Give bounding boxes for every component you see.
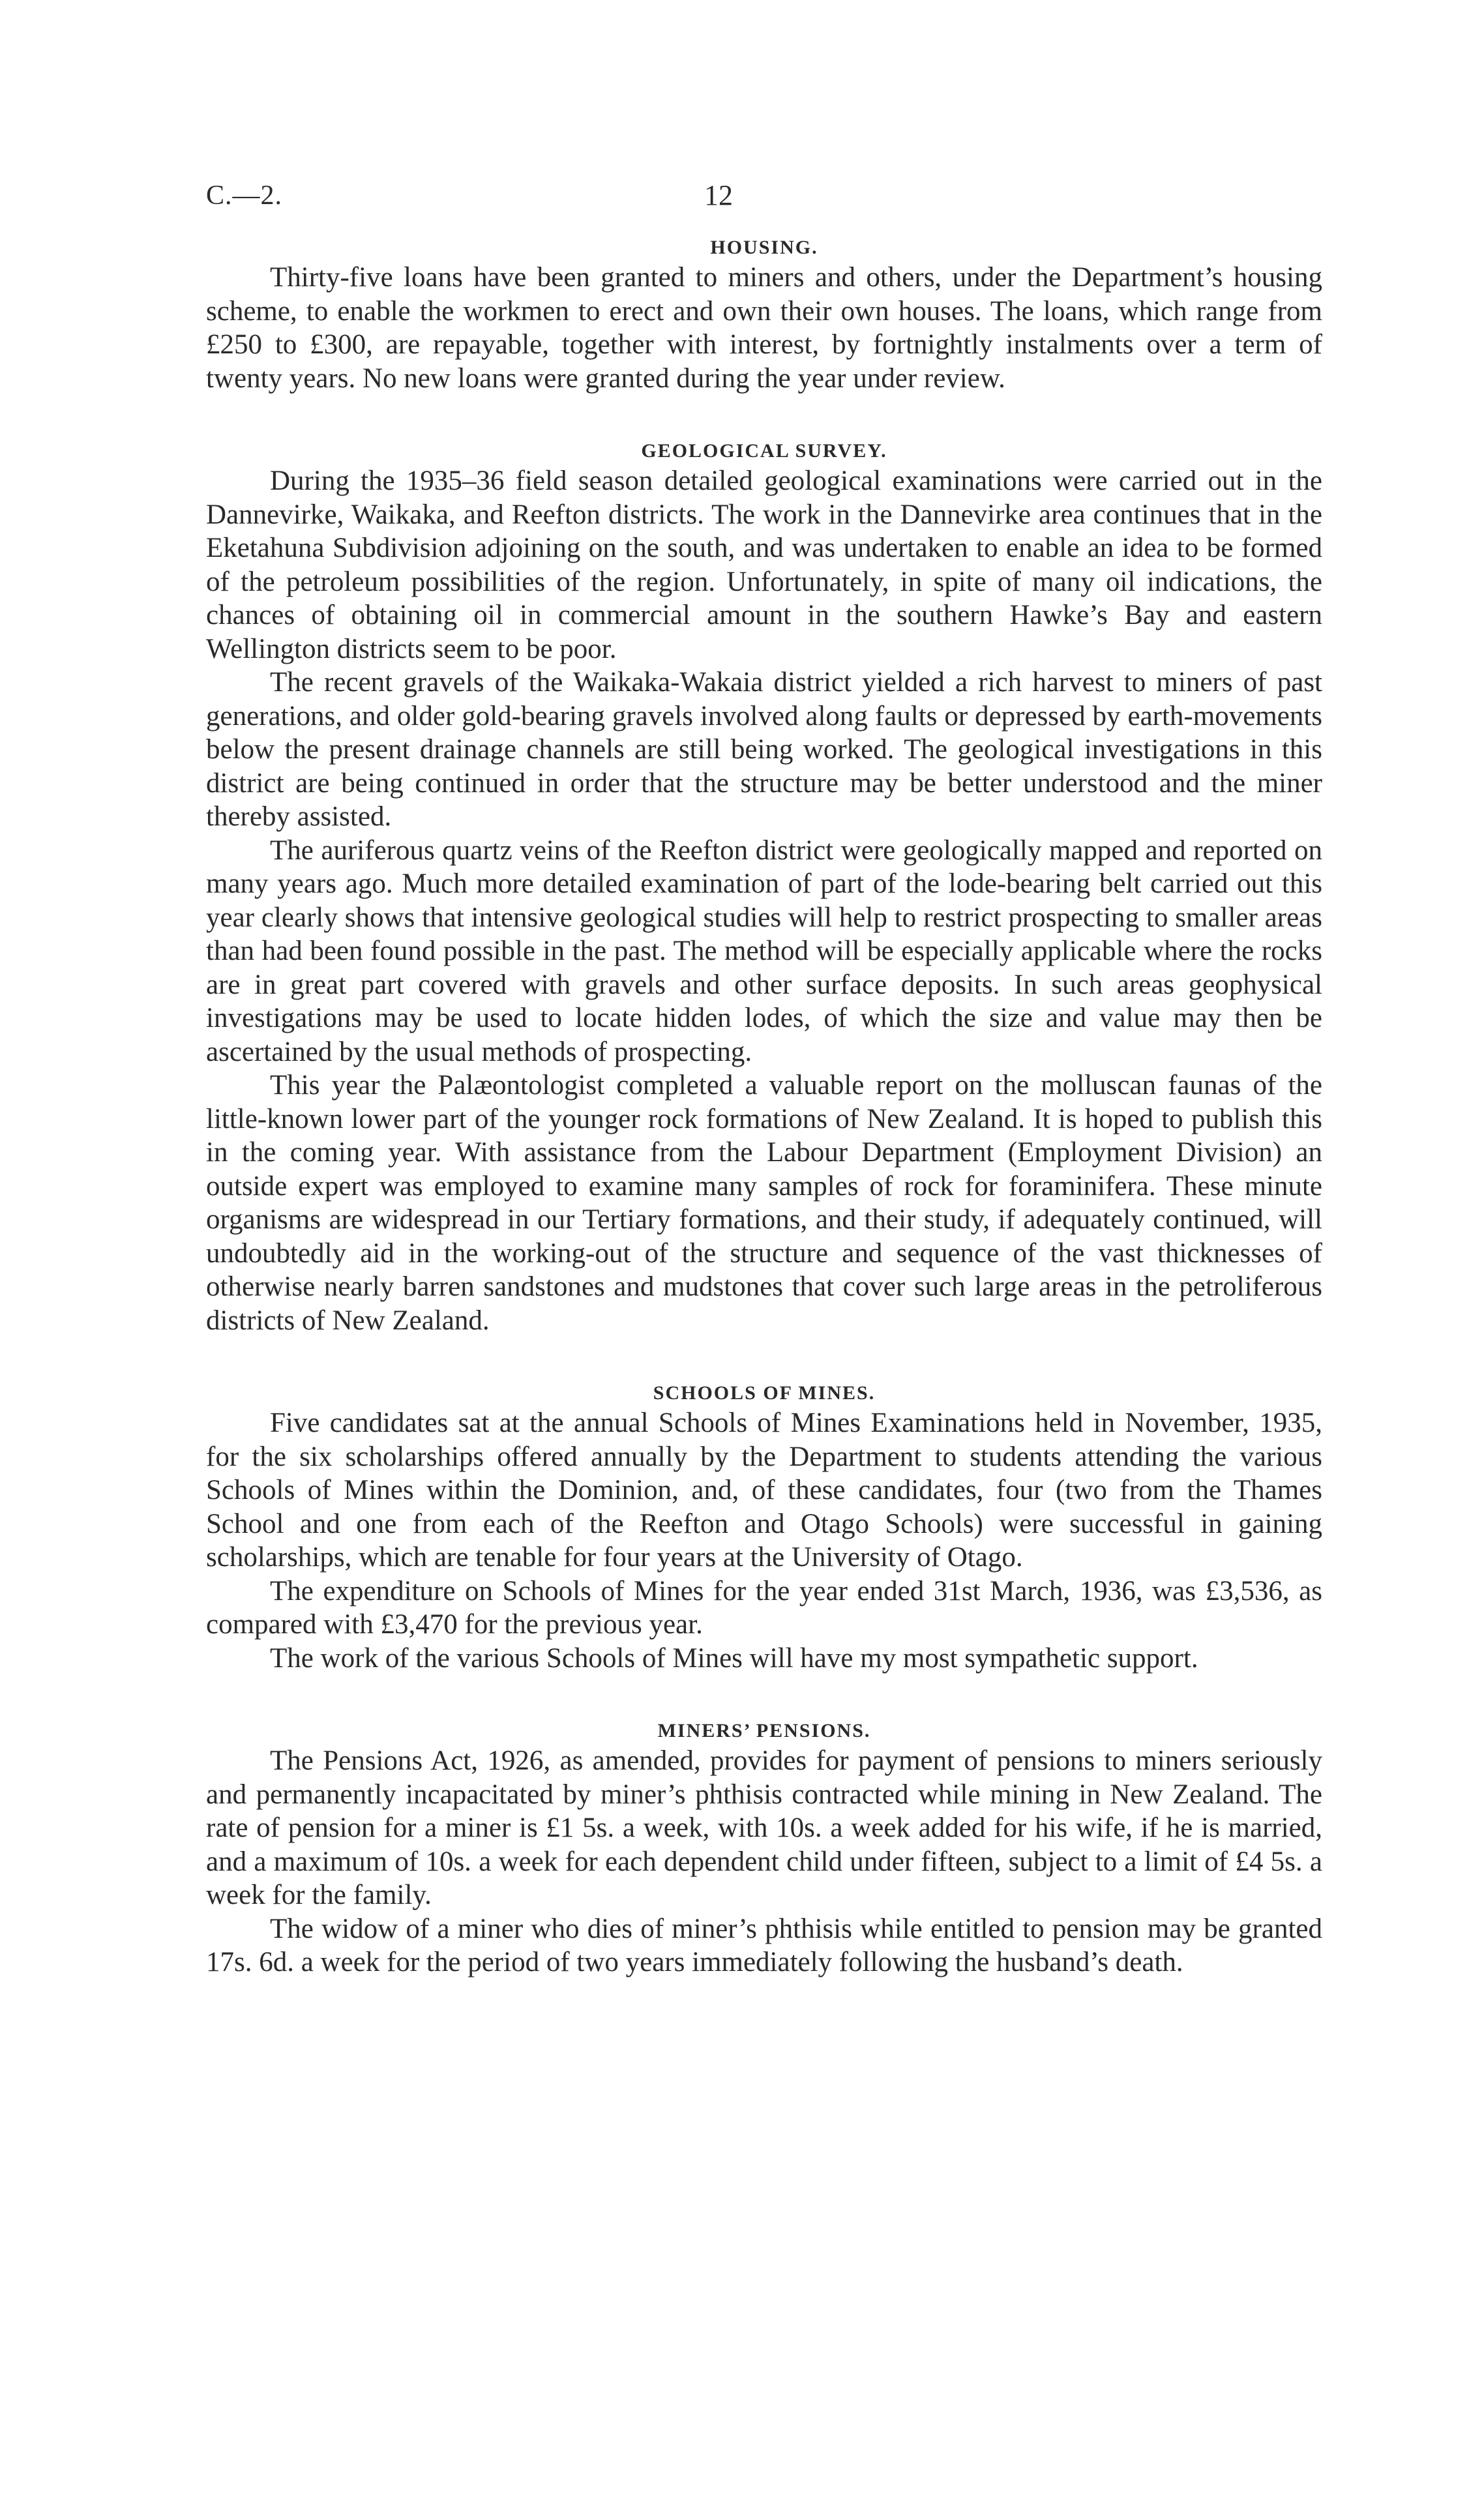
paragraph: During the 1935–36 field season detailed geological examinations were carried out in the Dannevirke, Waikaka, and Reefton districts. The work in the Dannevirke area continues that in the Eketahuna Subdivision adjoining on the south, and was undertaken to enable an idea to be formed of the petroleum possibilities of the region. Unfortunately, in spite of many oil indications, the chances of obtaining oil in commercial amount in the southern Hawke’s Bay and eastern Wellington districts seem to be poor. (206, 466, 1322, 664)
section-miners-pensions (206, 1718, 1322, 1979)
paragraph: The widow of a miner who dies of miner’s phthisis while entitled to pension may be granted 17s. 6d. a week for the period of two years immediately following the husband’s death. (206, 1913, 1322, 1977)
paragraph: The expenditure on Schools of Mines for the year ended 31st March, 1936, was £3,536, as compared with £3,470 for the previous year. (206, 1575, 1322, 1640)
section-heading-housing: HOUSING. (710, 237, 818, 258)
section-heading-miners-pensions: MINERS’ PENSIONS. (657, 1720, 871, 1741)
paragraph: The work of the various Schools of Mines will have my most sympathetic support. (270, 1642, 1198, 1674)
section-schools-of-mines (206, 1380, 1322, 1675)
paragraph: Five candidates sat at the annual Schools of Mines Examinations held in November, 1935, for the six scholarships offered annually by the Department to students attending the various Schools of Mines within the Dominion, and, of these candidates, four (two from the Thames School and one from each of the Reefton and Otago Schools) were successful in gaining scholarships, which are tenable for four years at the University of Otago. (206, 1408, 1322, 1573)
page-number: 12 (704, 179, 733, 211)
section-heading-geological-survey: GEOLOGICAL SURVEY. (641, 440, 887, 462)
paragraph: The auriferous quartz veins of the Reefton district were geologically mapped and reported on many years ago. Much more detailed examination of part of the lode-bearing belt carried out this year clearly shows that intensive geological studies will help to restrict prospecting to smaller areas than had been found possible in the past. The method will be especially applicable where the rocks are in great part covered with gravels and other surface deposits. In such areas geophysical investigations may be used to locate hidden lodes, of which the size and value may then be ascertained by the usual methods of prospecting. (206, 835, 1322, 1067)
paragraph: This year the Palæontologist completed a valuable report on the molluscan faunas of the little-known lower part of the younger rock formations of New Zealand. It is hoped to publish this in the coming year. With assistance from the Labour Department (Employment Division) an outside expert was employed to examine many samples of rock for foraminifera. These minute organisms are widespread in our Tertiary formations, and their study, if adequately continued, will undoubtedly aid in the working-out of the structure and sequence of the vast thicknesses of otherwise nearly barren sandstones and mudstones that cover such large areas in the petroliferous districts of New Zealand. (206, 1070, 1322, 1336)
paragraph: The Pensions Act, 1926, as amended, provides for payment of pensions to miners seriously and permanently incapacitated by miner’s phthisis contracted while mining in New Zealand. The rate of pension for a miner is £1 5s. a week, with 10s. a week added for his wife, if he is married, and a maximum of 10s. a week for each dependent child under fifteen, subject to a limit of £4 5s. a week for the family. (206, 1745, 1322, 1910)
section-geological-survey (206, 438, 1322, 1337)
section-housing (206, 235, 1322, 395)
paragraph: The recent gravels of the Waikaka-Wakaia district yielded a rich harvest to miners of past generations, and older gold-bearing gravels involved along faults or depressed by earth-movements below the present drainage channels are still being worked. The geological investigations in this district are being continued in order that the structure may be better understood and the miner thereby assisted. (206, 667, 1322, 832)
paragraph: Thirty-five loans have been granted to miners and others, under the Department’s housing scheme, to enable the workmen to erect and own their own houses. The loans, which range from £250 to £300, are repayable, together with interest, by fortnightly instalments over a term of twenty years. No new loans were granted during the year under review. (206, 262, 1322, 394)
document-reference: C.—2. (206, 181, 283, 211)
page-body (206, 235, 1322, 1979)
section-heading-schools-of-mines: SCHOOLS OF MINES. (653, 1382, 876, 1404)
